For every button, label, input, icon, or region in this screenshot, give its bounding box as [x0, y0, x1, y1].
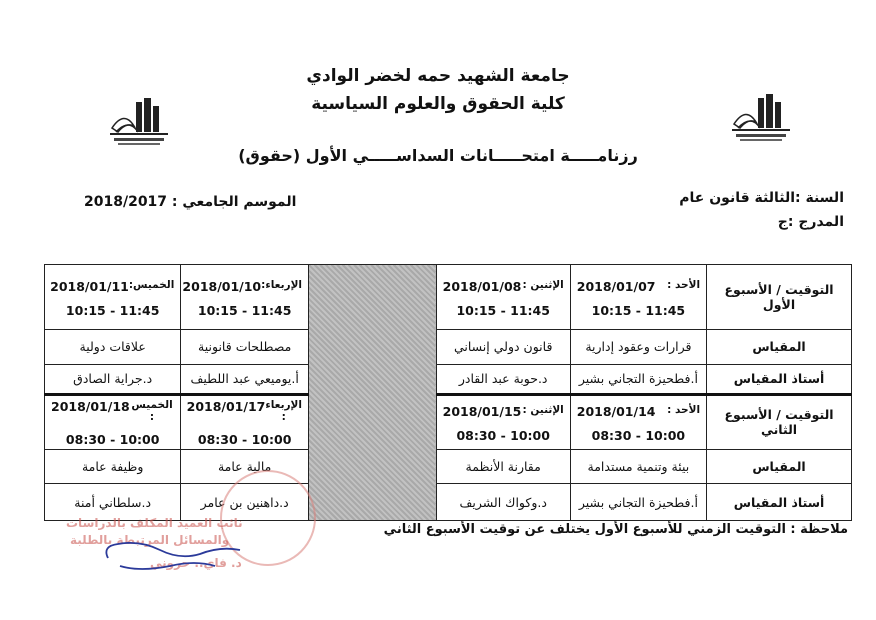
professor-cell: أ.فطحيزة التجاني بشير [570, 364, 706, 394]
exam-time: 11:45 - 10:15 [456, 302, 550, 318]
cell-w1-wednesday [181, 265, 309, 330]
exam-schedule-table [44, 264, 852, 521]
row-header-subject: المقياس [707, 449, 852, 484]
day-name: الأحد : [667, 403, 701, 416]
day-date: 2018/01/11 [50, 278, 129, 294]
exam-time: 10:00 - 08:30 [65, 432, 160, 448]
exam-time: 11:45 - 10:15 [65, 302, 160, 318]
subject-cell: قرارات وعقود إدارية [570, 330, 706, 365]
cell-w2-wednesday [181, 395, 309, 450]
row-header-professor: أستاذ المقياس [707, 484, 852, 521]
subject-cell: مالية عامة [181, 449, 309, 484]
row-header-week2-time: التوقيت / الأسبوع الثاني [707, 395, 852, 450]
blank-column [308, 265, 436, 521]
subject-cell: مقارنة الأنظمة [436, 449, 570, 484]
table-row [45, 330, 852, 365]
day-name: الأحد : [667, 278, 701, 291]
subject-cell: بيئة وتنمية مستدامة [570, 449, 706, 484]
professor-cell: د.حوبة عبد القادر [436, 364, 570, 394]
table-row [45, 484, 852, 521]
subject-cell: قانون دولي إنساني [436, 330, 570, 365]
table-row [45, 449, 852, 484]
day-date: 2018/01/10 [182, 278, 262, 294]
note-text: ملاحظة : التوقيت الزمني للأسبوع الأول يختلف عن توقيت الأسبوع الثاني [383, 522, 848, 537]
professor-cell: د.سلطاني أمنة [45, 484, 181, 521]
day-date: 2018/01/08 [442, 278, 522, 294]
professor-cell: د.داهنين بن عامر [181, 484, 309, 521]
stamp-line-3: د. فاي.. حروني [150, 556, 242, 570]
table-row [45, 364, 852, 394]
row-header-subject: المقياس [707, 330, 852, 365]
day-name: الإربعاء: [261, 278, 302, 291]
table-row [45, 395, 852, 450]
stamp-line-1: نائب العميد المكلف بالدراسات [66, 516, 243, 530]
day-name: الإربعاء : [265, 399, 302, 424]
subject-cell: علاقات دولية [45, 330, 181, 365]
subject-cell: وظيفة عامة [45, 449, 181, 484]
season-label: الموسم الجامعي : 2018/2017 [84, 194, 297, 210]
university-name: جامعة الشهيد حمه لخضر الوادي [306, 66, 570, 86]
professor-cell: أ.فطحيزة التجاني بشير [570, 484, 706, 521]
subject-cell: مصطلحات قانونية [181, 330, 309, 365]
faculty-name: كلية الحقوق والعلوم السياسية [311, 94, 565, 114]
exam-time: 10:00 - 08:30 [591, 427, 686, 443]
cell-w1-monday [436, 265, 570, 330]
row-header-week1-time: التوقيت / الأسبوع الأول [707, 265, 852, 330]
cell-w2-monday [436, 395, 570, 450]
day-name: الإثنين : [522, 278, 564, 291]
professor-cell: أ.يوميعي عبد اللطيف [181, 364, 309, 394]
day-name: الخميس : [131, 399, 173, 424]
cell-w2-thursday [45, 395, 181, 450]
cell-w2-sunday [570, 395, 706, 450]
day-date: 2018/01/15 [442, 403, 522, 419]
day-name: الإثنين : [522, 403, 564, 416]
exam-time: 10:00 - 08:30 [456, 427, 550, 443]
stamp-line-2: والمسائل المرتبطة بالطلبة [70, 533, 230, 547]
day-date: 2018/01/18 [51, 399, 130, 415]
exam-time: 11:45 - 10:15 [591, 302, 686, 318]
row-header-professor: أستاذ المقياس [707, 364, 852, 394]
year-label: السنة :الثالثة قانون عام [679, 190, 844, 206]
cell-w1-sunday [570, 265, 706, 330]
day-date: 2018/01/07 [576, 278, 656, 294]
handwritten-signature [100, 536, 250, 576]
exam-time: 10:00 - 08:30 [197, 432, 292, 448]
day-date: 2018/01/17 [186, 399, 266, 415]
day-name: الخميس: [128, 278, 175, 291]
day-date: 2018/01/14 [576, 403, 656, 419]
professor-cell: د.جراية الصادق [45, 364, 181, 394]
professor-cell: د.وكواك الشريف [436, 484, 570, 521]
cell-w1-thursday [45, 265, 181, 330]
page-title: رزنامـــــة امتحـــــانات السداســـــي الأول (حقوق) [238, 146, 638, 165]
exam-time: 11:45 - 10:15 [197, 302, 292, 318]
table-row [45, 265, 852, 330]
hall-label: المدرج :ج [777, 214, 844, 230]
